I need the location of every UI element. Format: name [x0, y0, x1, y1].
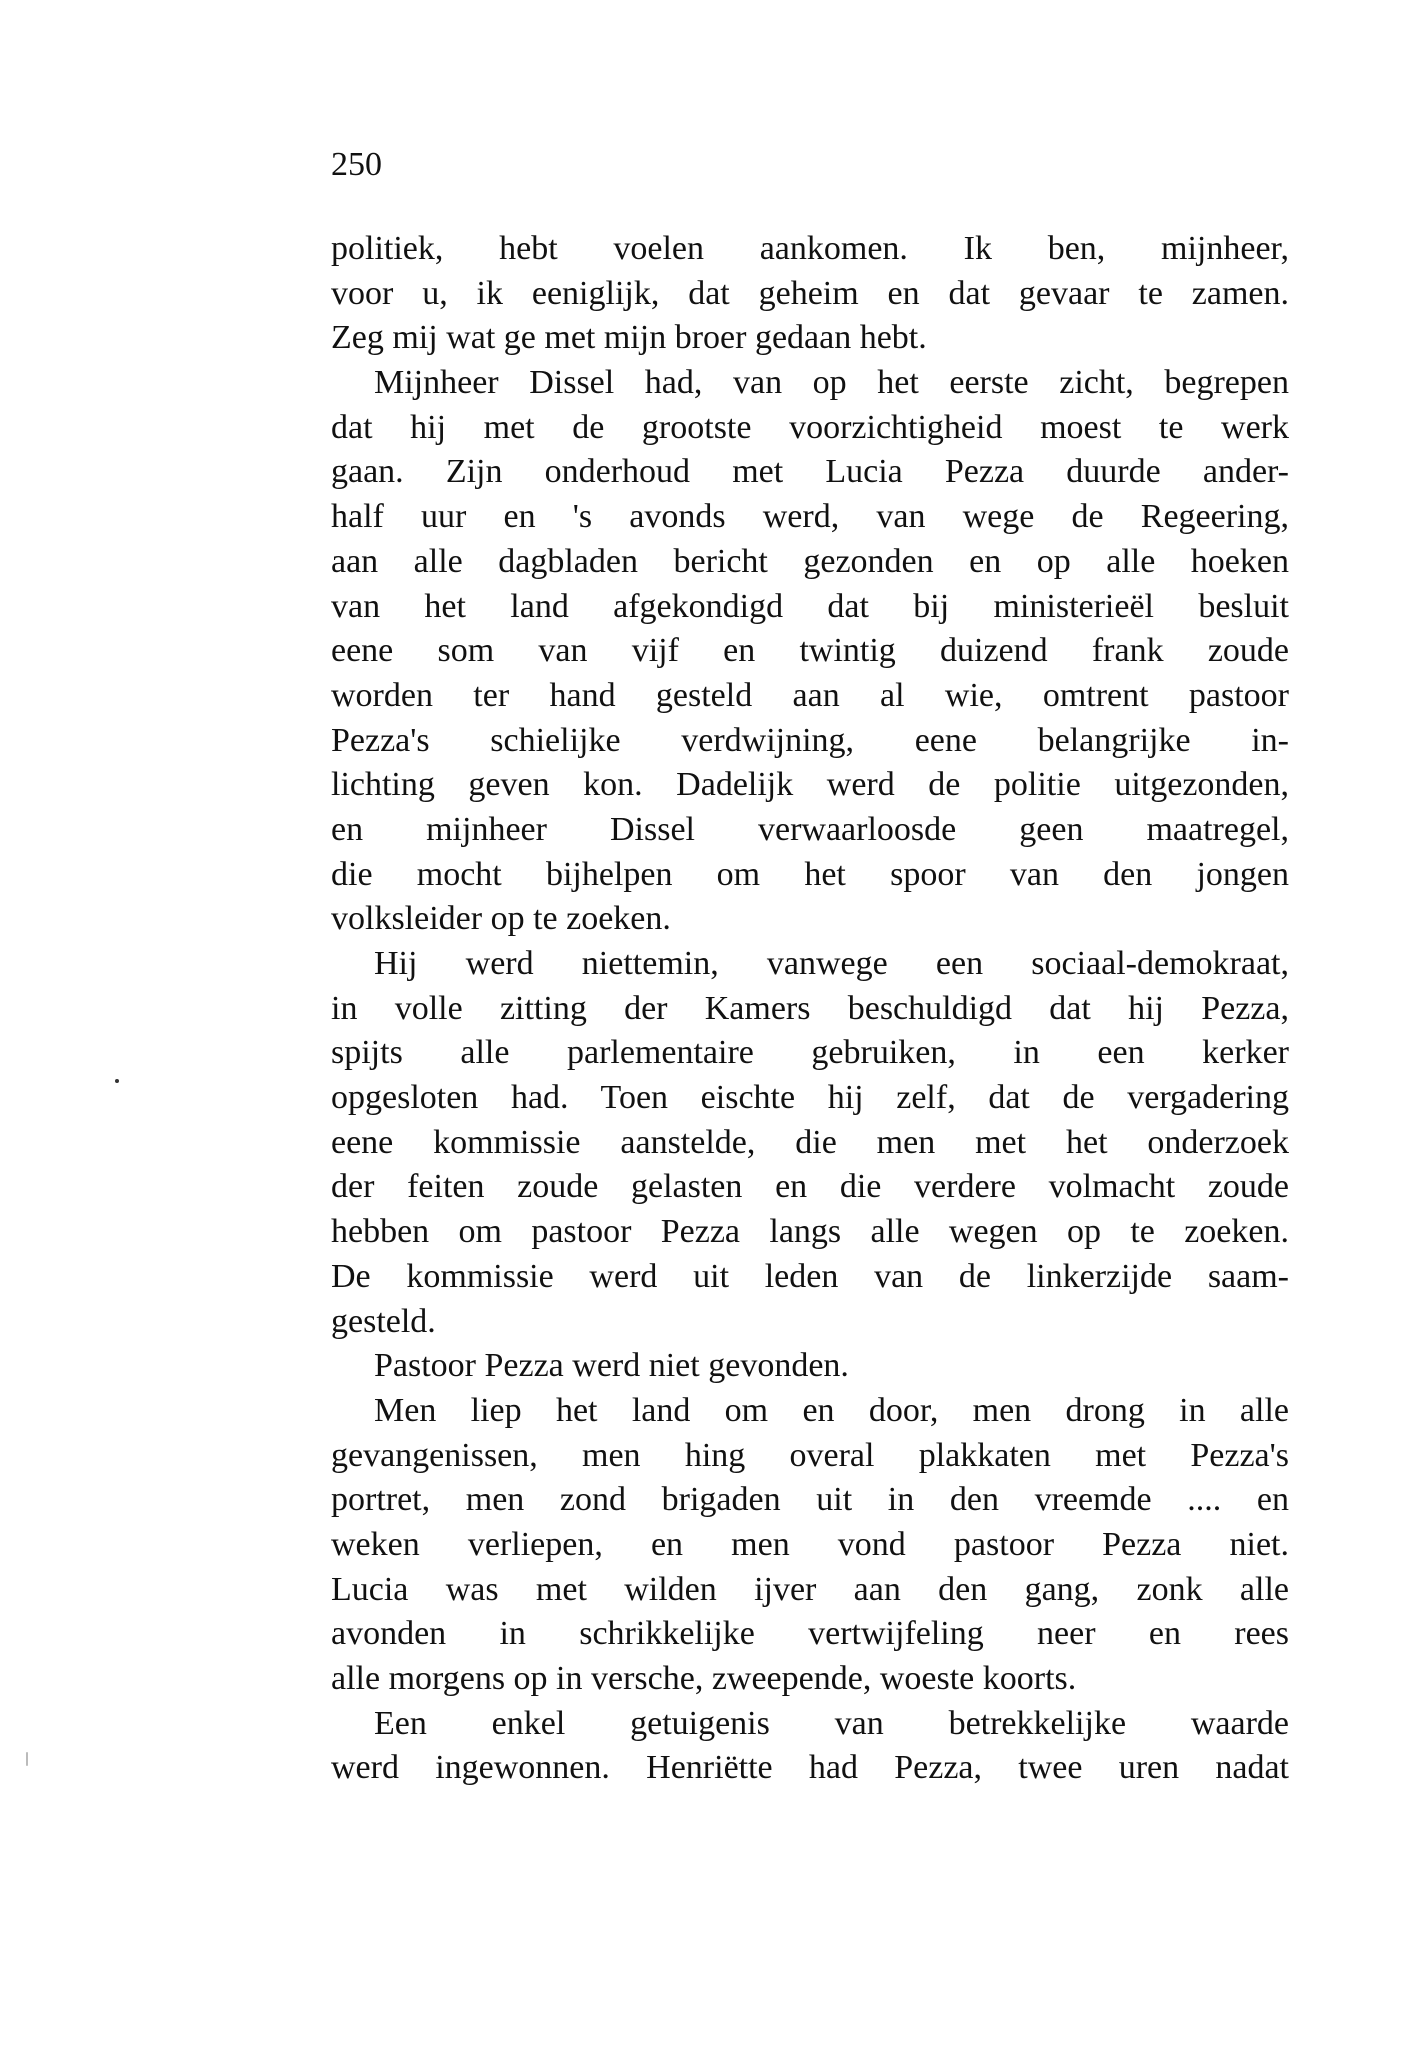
text-line: weken verliepen, en men vond pastoor Pezza niet. — [331, 1525, 1289, 1563]
text-line: lichting geven kon. Dadelijk werd de politie uitgezonden, — [331, 766, 1289, 804]
text-line: volksleider op te zoeken. — [331, 900, 671, 938]
text-line: van het land afgekondigd dat bij ministerieël besluit — [331, 587, 1289, 625]
paragraph — [331, 1389, 1289, 1702]
text-line: spijts alle parlementaire gebruiken, in een kerker — [331, 1034, 1289, 1072]
text-line: in volle zitting der Kamers beschuldigd dat hij Pezza, — [331, 989, 1289, 1027]
text-line: Pastoor Pezza werd niet gevonden. — [374, 1347, 849, 1385]
text-line: portret, men zond brigaden uit in den vreemde .... en — [331, 1481, 1289, 1519]
text-line: gaan. Zijn onderhoud met Lucia Pezza duurde ander- — [331, 453, 1289, 491]
text-line: half uur en 's avonds werd, van wege de Regeering, — [331, 498, 1289, 536]
paragraph — [331, 227, 1289, 361]
text-line: gesteld. — [331, 1302, 436, 1340]
paragraph — [331, 942, 1289, 1344]
text-line: eene kommissie aanstelde, die men met het onderzoek — [331, 1123, 1289, 1161]
text-line: Een enkel getuigenis van betrekkelijke waarde — [374, 1704, 1289, 1742]
text-line: worden ter hand gesteld aan al wie, omtrent pastoor — [331, 676, 1289, 714]
text-line: De kommissie werd uit leden van de linkerzijde saam- — [331, 1257, 1289, 1295]
body-text — [331, 227, 1289, 1791]
text-line: avonden in schrikkelijke vertwijfeling neer en rees — [331, 1615, 1289, 1653]
scan-speck — [115, 1079, 119, 1083]
text-line: eene som van vijf en twintig duizend frank zoude — [331, 632, 1289, 670]
text-line: die mocht bijhelpen om het spoor van den jongen — [331, 855, 1289, 893]
text-line: Men liep het land om en door, men drong in alle — [374, 1391, 1289, 1429]
text-line: Hij werd niettemin, vanwege een sociaal-demokraat, — [374, 945, 1289, 982]
text-line: gevangenissen, men hing overal plakkaten met Pezza's — [331, 1436, 1289, 1474]
text-line: en mijnheer Dissel verwaarloosde geen maatregel, — [331, 810, 1289, 848]
text-line: Zeg mij wat ge met mijn broer gedaan hebt. — [331, 319, 927, 357]
text-line: Mijnheer Dissel had, van op het eerste zicht, begrepen — [374, 364, 1289, 402]
text-line: voor u, ik eeniglijk, dat geheim en dat gevaar te zamen. — [331, 274, 1289, 312]
text-line: Lucia was met wilden ijver aan den gang, zonk alle — [331, 1570, 1289, 1608]
paragraph — [331, 1702, 1289, 1791]
scan-speck — [26, 1752, 28, 1766]
text-line: werd ingewonnen. Henriëtte had Pezza, twee uren nadat — [331, 1749, 1289, 1787]
page-number: 250 — [331, 146, 382, 183]
text-line: aan alle dagbladen bericht gezonden en op alle hoeken — [331, 542, 1289, 580]
paragraph — [331, 361, 1289, 942]
text-line: dat hij met de grootste voorzichtigheid moest te werk — [331, 408, 1289, 446]
text-line: hebben om pastoor Pezza langs alle wegen op te zoeken. — [331, 1213, 1289, 1251]
text-line: opgesloten had. Toen eischte hij zelf, dat de vergadering — [331, 1079, 1289, 1117]
text-line: Pezza's schielijke verdwijning, eene belangrijke in- — [331, 721, 1289, 759]
text-line: der feiten zoude gelasten en die verdere volmacht zoude — [331, 1168, 1289, 1206]
text-line: alle morgens op in versche, zweepende, woeste koorts. — [331, 1660, 1077, 1697]
text-line: politiek, hebt voelen aankomen. Ik ben, mijnheer, — [331, 230, 1289, 267]
paragraph — [331, 1344, 1289, 1389]
